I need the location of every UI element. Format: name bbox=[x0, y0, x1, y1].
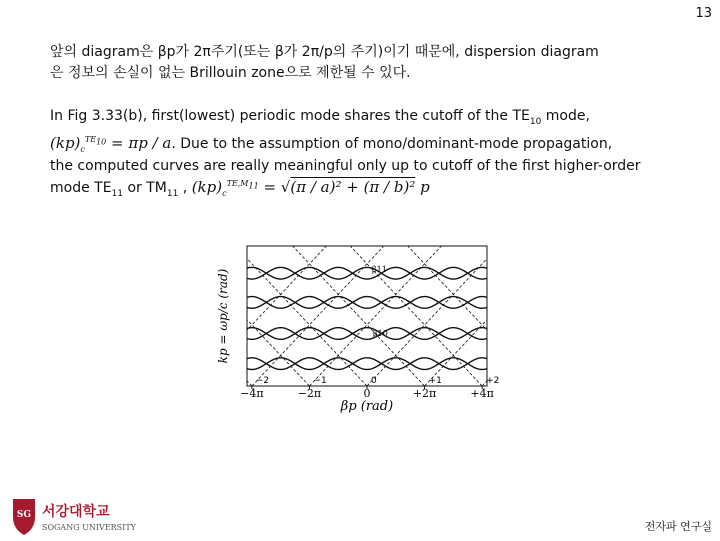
subscript: 10 bbox=[529, 116, 542, 127]
x-tick-label: +2π bbox=[412, 387, 437, 400]
subscript: 11 bbox=[166, 188, 179, 199]
english-line-4 bbox=[50, 175, 700, 203]
formula-tail: p bbox=[415, 177, 430, 196]
formula-lhs: (kp) bbox=[50, 133, 81, 152]
text-run: mode, bbox=[541, 108, 590, 124]
formula-sup bbox=[226, 178, 259, 191]
band-0-branch-0 bbox=[247, 358, 487, 370]
symbol-beta-p: βp bbox=[157, 44, 176, 60]
korean-line-1 bbox=[50, 42, 690, 63]
band-1-branch-0 bbox=[247, 328, 487, 340]
x-axis-label: βp (rad) bbox=[340, 399, 394, 414]
lab-name: 전자파 연구실 bbox=[644, 520, 712, 533]
formula-sub: c bbox=[80, 144, 85, 154]
english-line-3: the computed curves are really meaningful only up to cutoff of the first higher-order bbox=[50, 157, 641, 174]
band-2-branch-1 bbox=[247, 297, 487, 309]
order-label: +2 bbox=[486, 376, 500, 386]
cutoff-formula-te11 bbox=[192, 178, 430, 196]
formula-sup-sub: 11 bbox=[248, 181, 259, 191]
page-number: 13 bbox=[695, 6, 712, 21]
text-run: or TM bbox=[123, 179, 167, 196]
text-run: mode TE bbox=[50, 179, 112, 196]
symbol-two-pi-over-p: 2π/p bbox=[301, 44, 333, 60]
logo-english-name: SOGANG UNIVERSITY bbox=[42, 523, 136, 532]
formula-lhs: (kp) bbox=[191, 177, 223, 196]
formula-sup bbox=[84, 134, 107, 147]
band-3-branch-1 bbox=[247, 267, 487, 279]
cutoff-formula-te10 bbox=[50, 134, 171, 152]
text-run: . Due to the assumption of mono/dominant-mode propagation, bbox=[171, 135, 613, 152]
plot-area bbox=[212, 238, 502, 386]
x-tick-label: +4π bbox=[470, 387, 494, 400]
text-run: , bbox=[178, 179, 192, 196]
band-3-branch-0 bbox=[247, 267, 487, 279]
korean-line-2: 은 정보의 손실이 없는 Brillouin zone으로 제한될 수 있다. bbox=[50, 65, 411, 81]
logo-emblem-text: SG bbox=[16, 510, 32, 520]
text-run: 앞의 diagram은 bbox=[50, 44, 158, 60]
formula-rhs: = πp / a bbox=[106, 133, 172, 152]
label-beta-10: β10 bbox=[373, 329, 388, 338]
order-label: −1 bbox=[313, 376, 327, 386]
x-tick-labels bbox=[240, 386, 494, 400]
text-run: 가 bbox=[283, 44, 302, 60]
sqrt-sign-icon: √ bbox=[280, 177, 291, 196]
formula-radicand: (π / a)² + (π / b)² bbox=[290, 177, 416, 196]
order-label: +1 bbox=[428, 376, 442, 386]
formula-sub: c bbox=[222, 188, 227, 198]
space-harmonic-order-labels bbox=[256, 376, 500, 386]
text-run: 주기(또는 bbox=[210, 44, 275, 60]
text-run: In Fig 3.33(b), first(lowest) periodic mode shares the cutoff of the TE bbox=[50, 108, 530, 124]
symbol-beta: β bbox=[274, 44, 284, 60]
order-label: −2 bbox=[255, 376, 270, 386]
english-paragraph bbox=[50, 108, 700, 203]
university-logo bbox=[10, 497, 150, 537]
english-line-1 bbox=[50, 108, 700, 131]
band-0-branch-1 bbox=[247, 358, 487, 370]
text-run: 의 주기)이기 때문에, dispersion diagram bbox=[332, 44, 599, 60]
english-line-2 bbox=[50, 131, 700, 158]
order-label: 0 bbox=[371, 376, 377, 386]
subscript: 11 bbox=[111, 188, 124, 199]
x-tick-label: −4π bbox=[240, 387, 264, 400]
x-tick-label: −2π bbox=[297, 387, 322, 400]
plot-inner bbox=[212, 238, 502, 386]
light-line-2-right bbox=[367, 238, 502, 386]
text-run: 가 bbox=[175, 44, 194, 60]
formula-eq: = bbox=[258, 177, 281, 196]
formula-sup-sub: 10 bbox=[96, 137, 107, 147]
light-line-2-left bbox=[217, 238, 367, 386]
formula-sup-text: TE,M bbox=[226, 178, 249, 188]
band-1-branch-1 bbox=[247, 328, 487, 340]
light-line-3-right bbox=[425, 238, 502, 386]
symbol-two-pi: 2π bbox=[193, 44, 211, 60]
band-2-branch-0 bbox=[247, 297, 487, 309]
y-axis-label: kp = ωp/c (rad) bbox=[216, 268, 230, 364]
korean-paragraph bbox=[50, 42, 690, 84]
x-tick-label: 0 bbox=[363, 387, 371, 400]
logo-graphic bbox=[10, 497, 150, 537]
dispersion-diagram bbox=[212, 238, 502, 416]
label-beta-11: β11 bbox=[372, 265, 387, 274]
formula-sup-text: TE bbox=[84, 134, 97, 144]
logo-korean-name: 서강대학교 bbox=[42, 504, 110, 520]
